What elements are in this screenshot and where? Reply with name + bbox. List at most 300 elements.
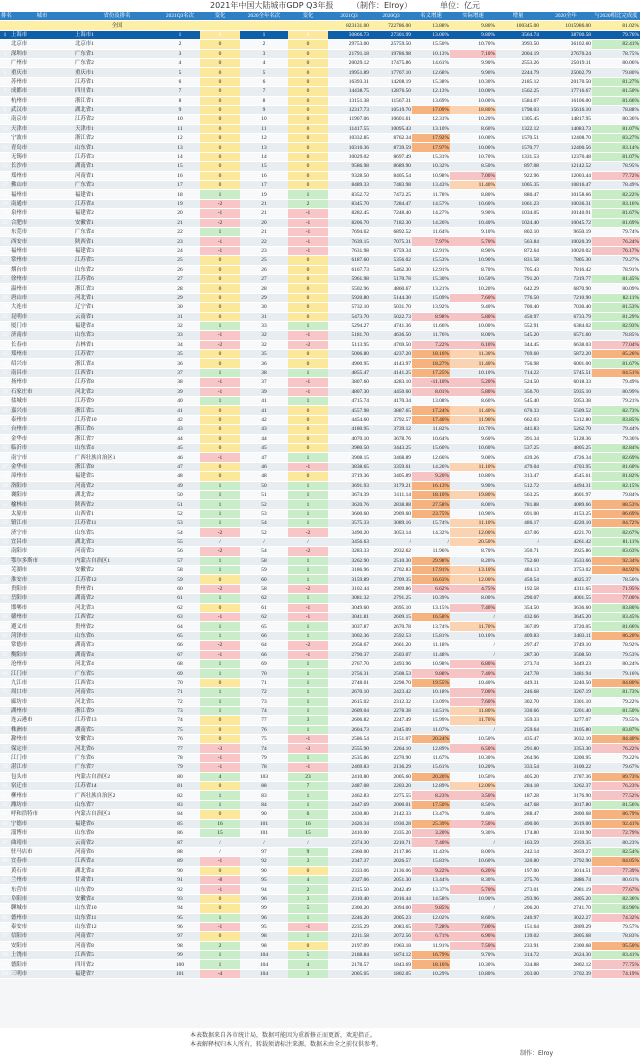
row-increment: 354.50 [496,603,540,612]
row-full-2020: 7030.40 [540,303,592,312]
row-city: 杭州市 [10,96,74,105]
row-rank: 63 [0,613,10,622]
row-2020-rank: 2 [240,40,288,49]
table-row[interactable] [0,697,640,706]
table-row[interactable] [0,688,640,697]
row-ratio: 84.72% [592,519,640,528]
row-province: 河北省5 [74,697,160,706]
row-ratio: 80.06% [592,58,640,67]
row-real: / [450,641,496,650]
header-change-1[interactable]: 变化 [200,12,240,21]
row-2020-rank: 6 [240,77,288,86]
row-increment: 441.83 [496,425,540,434]
table-row[interactable] [0,378,640,387]
row-full-2020: 3508.50 [540,650,592,659]
table-row[interactable] [0,58,640,67]
row-q3-2021: 11907.06 [328,115,370,124]
table-row[interactable] [0,791,640,800]
row-real: 10.50% [450,274,496,283]
row-2020-rank: 78 [240,763,288,772]
row-nominal: 13.43% [412,181,450,190]
row-province: 江西省3 [74,678,160,687]
table-row[interactable] [0,819,640,828]
row-q3-rank: 6 [160,77,200,86]
row-full-2020: 25002.79 [540,68,592,77]
table-row[interactable] [0,782,640,791]
row-full-2020: 16106.00 [540,96,592,105]
row-change-1: 0 [200,115,240,124]
row-2020-rank: 41 [240,406,288,415]
table-row[interactable] [0,631,640,640]
table-row[interactable] [0,265,640,274]
header-completion[interactable]: 与2020相比完成度 [592,12,640,21]
table-row[interactable] [0,969,640,978]
table-row[interactable] [0,293,640,302]
table-row[interactable] [0,519,640,528]
table-row[interactable] [0,472,640,481]
table-row[interactable] [0,885,640,894]
table-row[interactable] [0,725,640,734]
row-change-1: 0 [200,894,240,903]
header-2020-rank[interactable]: 2020全年名次 [240,12,288,21]
row-change-2: 1 [288,659,328,668]
table-row[interactable] [0,434,640,443]
row-nominal: 13.74% [412,622,450,631]
row-real: 8.60% [450,124,496,133]
row-rank: 23 [0,237,10,246]
table-row[interactable] [0,87,640,96]
table-row[interactable] [0,960,640,969]
row-q3-rank: 24 [160,246,200,255]
row-increment: 174.80 [496,828,540,837]
row-nominal: 11.82% [412,425,450,434]
row-q3-rank: 99 [160,951,200,960]
row-city: 重庆市 [10,68,74,77]
table-row[interactable] [0,584,640,593]
table-row[interactable] [0,622,640,631]
table-row[interactable] [0,810,640,819]
table-row[interactable] [0,368,640,377]
table-row[interactable] [0,847,640,856]
row-real: 9.90% [450,58,496,67]
table-row[interactable] [0,866,640,875]
row-full-2020: 3014.51 [540,866,592,875]
table-row[interactable] [0,134,640,143]
table-row[interactable] [0,490,640,499]
row-change-2: 0 [288,124,328,133]
total-empty [200,21,240,30]
row-real: / [450,725,496,734]
total-empty [160,21,200,30]
row-province: 贵州省2 [74,622,160,631]
row-ratio: 82.73% [592,406,640,415]
row-ratio: 81.66% [592,96,640,105]
row-ratio: 83.27% [592,134,640,143]
table-row[interactable] [0,772,640,781]
table-row[interactable] [0,77,640,86]
row-change-1: 0 [200,87,240,96]
row-city: 绍兴市 [10,359,74,368]
header-nominal-growth[interactable]: 名义增速 [412,12,450,21]
table-row[interactable] [0,30,640,39]
total-row[interactable] [0,21,640,30]
table-row[interactable] [0,40,640,49]
row-change-2: -3 [288,744,328,753]
table-row[interactable] [0,162,640,171]
row-city: 金华市 [10,462,74,471]
row-real: 8.00% [450,331,496,340]
row-q3-2021: 3691.93 [328,481,370,490]
row-q3-rank: 1 [160,30,200,39]
table-row[interactable] [0,613,640,622]
header-q3-rank[interactable]: 2021Q3名次 [160,12,200,21]
table-row[interactable] [0,828,640,837]
table-row[interactable] [0,922,640,931]
row-full-2020: 12142.52 [540,162,592,171]
row-increment: 290.07 [496,594,540,603]
table-row[interactable] [0,857,640,866]
table-row[interactable] [0,312,640,321]
table-row[interactable] [0,641,640,650]
table-row[interactable] [0,537,640,546]
row-province: 重庆市1 [74,68,160,77]
table-row[interactable] [0,650,640,659]
row-change-2: 0 [288,58,328,67]
table-row[interactable] [0,209,640,218]
row-nominal: 18.16% [412,960,450,969]
row-nominal: -11.10% [412,378,450,387]
table-row[interactable] [0,509,640,518]
row-q3-2020: 19786.98 [370,49,412,58]
row-2020-rank: 59 [240,566,288,575]
row-q3-rank: 36 [160,359,200,368]
row-real: 10.10% [450,631,496,640]
header-province[interactable]: 省份及排名 [74,12,160,21]
header-rank[interactable]: 排名 [1,13,12,20]
header-increment[interactable]: 增量 [496,12,540,21]
row-q3-2021: 2235.29 [328,922,370,931]
table-row[interactable] [0,340,640,349]
row-increment: 1331.53 [496,152,540,161]
table-row[interactable] [0,904,640,913]
row-rank: 46 [0,453,10,462]
row-q3-2021: 3002.36 [328,631,370,640]
row-q3-rank: 31 [160,312,200,321]
table-row[interactable] [0,350,640,359]
row-2020-rank: 61 [240,603,288,612]
row-increment: 151.64 [496,922,540,931]
row-change-2: 3 [288,716,328,725]
table-row[interactable] [0,669,640,678]
row-change-1: -1 [200,613,240,622]
table-row[interactable] [0,190,640,199]
row-q3-2020: 2117.86 [370,847,412,856]
table-row[interactable] [0,331,640,340]
table-row[interactable] [0,359,640,368]
row-q3-2020: 3468.89 [370,453,412,462]
row-q3-2021: 2615.02 [328,697,370,706]
row-real: 10.00% [450,96,496,105]
row-rank: 39 [0,387,10,396]
row-real: 10.00% [450,143,496,152]
row-q3-rank: 19 [160,199,200,208]
table-row[interactable] [0,68,640,77]
table-row[interactable] [0,941,640,950]
table-row[interactable] [0,181,640,190]
row-q3-2021: 2178.57 [328,960,370,969]
header-2020-full[interactable]: 2020全年 [540,12,592,21]
table-row[interactable] [0,453,640,462]
header-2021q3[interactable]: 2021Q3 [328,12,370,21]
row-full-2020: 4220.10 [540,519,592,528]
row-full-2020: 2805.20 [540,894,592,903]
table-row[interactable] [0,753,640,762]
row-full-2020: 12003.44 [540,171,592,180]
row-rank: 37 [0,368,10,377]
table-row[interactable] [0,763,640,772]
table-row[interactable] [0,716,640,725]
row-increment: 273.74 [496,659,540,668]
row-change-2: 1 [288,688,328,697]
row-rank: 93 [0,894,10,903]
row-ratio: 82.11% [592,293,640,302]
row-q3-2020: 3053.14 [370,528,412,537]
row-q3-2021: 2211.58 [328,932,370,941]
table-row[interactable] [0,227,640,236]
row-increment: 242.14 [496,847,540,856]
row-city: 郑州市 [10,171,74,180]
row-nominal: 15.30% [412,274,450,283]
table-row[interactable] [0,500,640,509]
total-spacer [10,21,74,30]
row-province: 广东省6 [74,753,160,762]
row-change-1: 0 [200,603,240,612]
row-change-2: 0 [288,162,328,171]
table-row[interactable] [0,321,640,330]
row-city: 芜湖市 [10,566,74,575]
table-row[interactable] [0,171,640,180]
row-city: 东莞市 [10,227,74,236]
row-change-1: 1 [200,913,240,922]
row-city: 济宁市 [10,528,74,537]
row-increment: 275.76 [496,875,540,884]
table-row[interactable] [0,124,640,133]
table-row[interactable] [0,594,640,603]
row-q3-rank: 12 [160,134,200,143]
row-change-2: -1 [288,218,328,227]
row-city: 襄阳市 [10,490,74,499]
row-nominal: 15.61% [412,763,450,772]
table-row[interactable] [0,706,640,715]
header-2020q3[interactable]: 2020Q3 [370,12,412,21]
table-row[interactable] [0,603,640,612]
table-row[interactable] [0,528,640,537]
row-nominal: 3.20% [412,828,450,837]
row-2020-rank: 88 [240,782,288,791]
table-row[interactable] [0,894,640,903]
row-change-1: -1 [200,763,240,772]
row-rank: 13 [0,143,10,152]
table-row[interactable] [0,744,640,753]
table-row[interactable] [0,143,640,152]
header-change-2[interactable]: 变化 [288,12,328,21]
table-row[interactable] [0,96,640,105]
row-province: 浙江省8 [74,462,160,471]
row-province: 北京市1 [74,40,160,49]
row-province: 安徽省3 [74,735,160,744]
row-nominal: 17.24% [412,406,450,415]
row-real: 8.80% [450,190,496,199]
row-province: 河南省7 [74,932,160,941]
table-row[interactable] [0,105,640,114]
table-row[interactable] [0,678,640,687]
table-row[interactable] [0,566,640,575]
row-increment: 670.33 [496,406,540,415]
row-2020-rank: 33 [240,321,288,330]
row-q3-2020: 3443.25 [370,443,412,452]
row-increment: 705.43 [496,265,540,274]
table-row[interactable] [0,443,640,452]
row-nominal: 17.25% [412,368,450,377]
row-real: 10.20% [450,284,496,293]
row-q3-rank: 46 [160,453,200,462]
row-q3-2020: 1963.18 [370,941,412,950]
row-real: 9.00% [450,453,496,462]
table-row[interactable] [0,575,640,584]
row-q3-rank: 98 [160,941,200,950]
row-province: 河南省8 [74,941,160,950]
row-ratio: 81.11% [592,537,640,546]
row-real: 12.00% [450,782,496,791]
row-change-2: 0 [288,68,328,77]
table-row[interactable] [0,397,640,406]
table-row[interactable] [0,152,640,161]
row-change-2: -1 [288,922,328,931]
table-row[interactable] [0,199,640,208]
row-province: 山东省3 [74,331,160,340]
table-row[interactable] [0,547,640,556]
table-row[interactable] [0,115,640,124]
row-city: 廊坊市 [10,697,74,706]
row-city: 北京市 [10,40,74,49]
row-q3-2020: 7472.25 [370,190,412,199]
table-row[interactable] [0,875,640,884]
row-q3-2020: 6759.34 [370,246,412,255]
table-row[interactable] [0,913,640,922]
row-real: 8.30% [450,875,496,884]
row-increment: 691.00 [496,509,540,518]
row-q3-rank: 25 [160,256,200,265]
row-province: 河北省6 [74,744,160,753]
row-increment: 432.66 [496,613,540,622]
row-q3-rank: 15 [160,162,200,171]
row-rank: 96 [0,922,10,931]
table-row[interactable] [0,951,640,960]
row-rank: 92 [0,885,10,894]
table-row[interactable] [0,735,640,744]
row-change-1: 0 [200,68,240,77]
row-change-2: 23 [288,772,328,781]
row-nominal: 14.32% [412,528,450,537]
header-city[interactable]: 城市 [10,12,74,21]
table-row[interactable] [0,659,640,668]
row-real: 6.20% [450,866,496,875]
row-change-2: 4 [288,960,328,969]
row-q3-2020: 5144.30 [370,293,412,302]
table-row[interactable] [0,246,640,255]
table-row[interactable] [0,274,640,283]
row-increment: 187.28 [496,791,540,800]
row-full-2020: 3267.19 [540,688,592,697]
row-q3-2020: 2247.49 [370,716,412,725]
row-q3-2021: 8489.33 [328,181,370,190]
table-row[interactable] [0,481,640,490]
row-full-2020: 14083.73 [540,124,592,133]
row-2020-rank: 29 [240,293,288,302]
row-q3-2021: 4900.95 [328,359,370,368]
table-row[interactable] [0,237,640,246]
row-real: 7.60% [450,293,496,302]
header-real-growth[interactable]: 实际增速 [450,12,496,21]
row-ratio: 79.80% [592,68,640,77]
table-row[interactable] [0,415,640,424]
row-real: 8.20% [450,556,496,565]
table-row[interactable] [0,406,640,415]
row-q3-2020: 4741.36 [370,321,412,330]
table-row[interactable] [0,284,640,293]
table-row[interactable] [0,49,640,58]
row-nominal: 27.58% [412,500,450,509]
row-change-1: -2 [200,641,240,650]
row-2020-rank: 35 [240,350,288,359]
row-q3-2021: 3674.39 [328,490,370,499]
table-row[interactable] [0,218,640,227]
row-q3-2020: 7182.30 [370,218,412,227]
row-q3-2020: 4143.97 [370,359,412,368]
table-row[interactable] [0,303,640,312]
row-ratio: 79.53% [592,650,640,659]
row-q3-2021: 2462.83 [328,791,370,800]
row-2020-rank: 74 [240,706,288,715]
row-province: 河南省2 [74,481,160,490]
table-row[interactable] [0,838,640,847]
row-change-2: 0 [288,941,328,950]
row-q3-rank: 101 [160,969,200,978]
row-change-1: / [200,537,240,546]
row-change-1: 0 [200,575,240,584]
row-change-2: -2 [288,547,328,556]
row-city: 淮安市 [10,575,74,584]
row-province: 内蒙古自治区3 [74,810,160,819]
table-row[interactable] [0,462,640,471]
table-row[interactable] [0,425,640,434]
row-change-1: 1 [200,960,240,969]
row-increment: 409.83 [496,631,540,640]
table-row[interactable] [0,387,640,396]
table-row[interactable] [0,800,640,809]
row-change-2: 5 [288,904,328,913]
row-province: 山东省8 [74,828,160,837]
row-q3-2020: 7284.47 [370,199,412,208]
row-ratio: 81.60% [592,462,640,471]
table-row[interactable] [0,256,640,265]
table-row[interactable] [0,556,640,565]
row-q3-rank: 66 [160,641,200,650]
row-real: 7.00% [450,922,496,931]
row-q3-rank: 28 [160,284,200,293]
table-row[interactable] [0,932,640,941]
row-full-2020: 3753.02 [540,566,592,575]
